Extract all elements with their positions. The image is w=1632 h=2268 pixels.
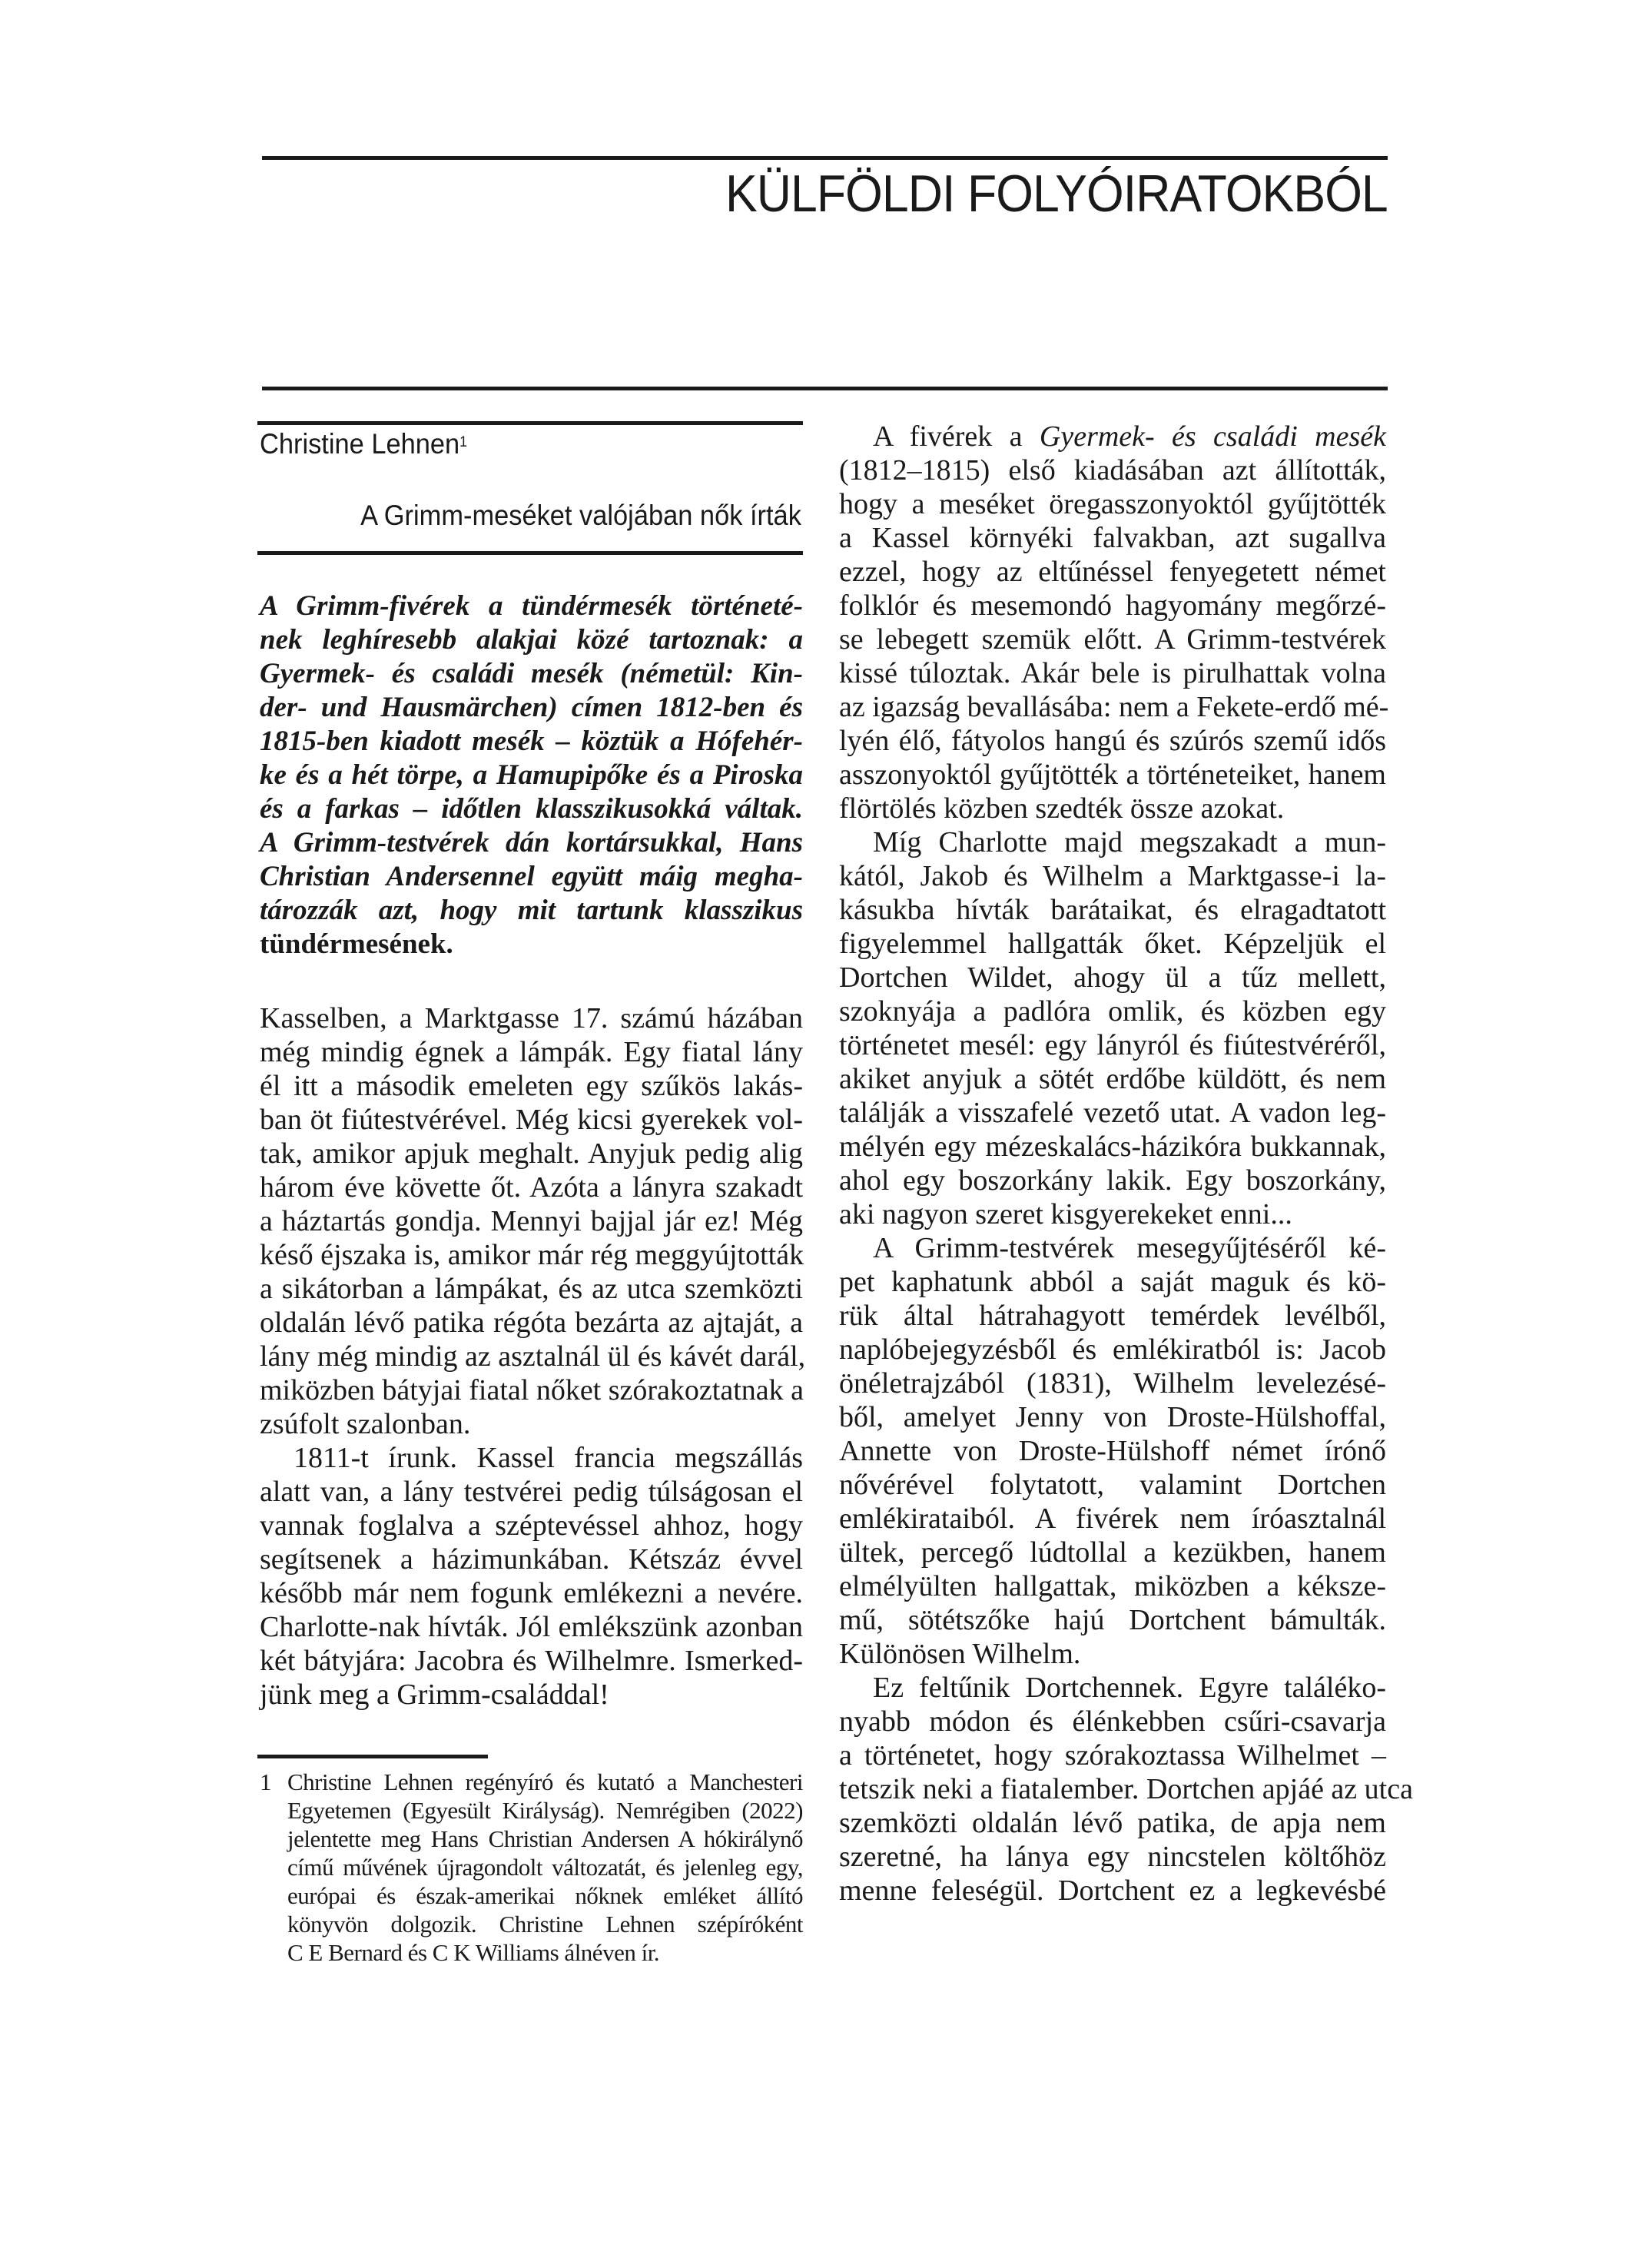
footnote-line: könyvön dolgozik. Christine Lehnen szépíróként (287, 1911, 803, 1938)
footnote-line: Christine Lehnen regényíró és kutató a Manchesteri (287, 1768, 803, 1795)
body-line: 1811-t írunk. Kassel francia megszállás (294, 1442, 803, 1474)
abstract-line: Christian Andersennel együtt máig megha- (260, 861, 803, 892)
body-line: Míg Charlotte majd megszakadt a mun- (873, 826, 1386, 858)
body-line: Ez feltűnik Dortchennek. Egyre találéko- (873, 1672, 1386, 1704)
footnote-line: C E Bernard és C K Williams álnéven ír. (287, 1939, 660, 1966)
body-line: hogy a meséket öregasszonyoktól gyűjtötték (839, 488, 1386, 520)
body-line: akiket anyjuk a sötét erdőbe küldött, és nem (839, 1063, 1386, 1095)
abstract-line: Gyermek- és családi mesék (németül: Kin- (260, 658, 803, 689)
body-line: Dortchen Wildet, ahogy ül a tűz mellett, (839, 961, 1386, 994)
body-line: Charlotte-nak hívták. Jól emlékszünk azonban (260, 1611, 803, 1643)
body-line: menne feleségül. Dortchent ez a legkevésbé (839, 1875, 1386, 1907)
abstract (260, 589, 803, 961)
header-bottom-rule (262, 387, 1388, 390)
abstract-line: nek leghíresebb alakjai közé tartoznak: a (260, 624, 803, 656)
body-line: mélyén egy mézeskalács-házikóra bukkannak, (839, 1131, 1386, 1163)
body-line: aki nagyon szeret kisgyerekeket enni... (839, 1198, 1292, 1230)
abstract-line: és a farkas – időtlen klasszikusokká váltak. (260, 793, 803, 825)
book-title: Gyermek- és családi mesék (1039, 420, 1387, 453)
body-line: ből, amelyet Jenny von Droste-Hülshoffal, (839, 1401, 1386, 1433)
article-top-rule (257, 421, 803, 425)
article-bottom-rule (257, 551, 803, 555)
left-column-body (260, 1001, 806, 1712)
body-line: naplóbejegyzésből és emlékiratból is: Jacob (839, 1333, 1386, 1366)
body-line: később már nem fogunk emlékezni a nevére. (260, 1577, 803, 1609)
body-line: nővérével folytatott, valamint Dortchen (839, 1469, 1386, 1501)
body-line: Annette von Droste-Hülshoff német írónő (839, 1435, 1386, 1467)
footnote-line: jelentette meg Hans Christian Andersen A hókirálynő (287, 1825, 803, 1852)
body-line: szeretné, ha lánya egy nincstelen költőhöz (839, 1841, 1386, 1873)
body-line: kissé túloztak. Akár bele is pirulhattak volna (839, 657, 1386, 689)
body-line: ban öt fiútestvérével. Még kicsi gyerekek vol- (260, 1104, 803, 1136)
body-line: szemközti oldalán lévő patika, de apja nem (839, 1807, 1386, 1839)
body-line: oldalán lévő patika régóta bezárta az ajtaját, a (260, 1307, 803, 1339)
body-line: se lebegett szemük előtt. A Grimm-testvérek (839, 623, 1386, 656)
body-line: tak, amikor apjuk meghalt. Anyjuk pedig alig (260, 1137, 803, 1170)
body-line: ültek, percegő lúdtollal a kezükben, hanem (839, 1536, 1386, 1569)
body-line: a történetet, hogy szórakoztassa Wilhelmet – (839, 1739, 1386, 1772)
body-line: késő éjszaka is, amikor már rég meggyújtották (260, 1239, 804, 1271)
body-line: flörtölés közben szedték össze azokat. (839, 792, 1285, 825)
body-line: lyén élő, fátyolos hangú és szúrós szemű idős (839, 725, 1386, 757)
abstract-line: ke és a hét törpe, a Hamupipőke és a Piroska (260, 759, 803, 791)
body-line: szoknyája a padlóra omlik, és közben egy (839, 995, 1386, 1028)
article-title: A Grimm-meséket valójában nők írták (360, 500, 801, 531)
body-line: nyabb módon és élénkebben csűri-csavarja (839, 1705, 1386, 1738)
body-line (839, 420, 1386, 453)
abstract-line: A Grimm-fivérek a tündérmesék történeté- (260, 590, 803, 622)
body-line: három éve követte őt. Azóta a lányra szakadt (260, 1171, 803, 1204)
footnote-line: európai és észak-amerikai nőknek emléket állító (287, 1882, 803, 1909)
body-line: folklór és mesemondó hagyomány megőrzé- (839, 589, 1386, 622)
body-line: kától, Jakob és Wilhelm a Marktgasse-i la- (839, 860, 1386, 892)
right-column-body (839, 420, 1413, 1908)
abstract-line: 1815-ben kiadott mesék – köztük a Hófehér- (260, 726, 803, 757)
body-line: önéletrajzából (1831), Wilhelm levelezésé- (839, 1367, 1386, 1400)
body-line: alatt van, a lány testvérei pedig túlságosan el (260, 1476, 803, 1508)
header-top-rule (262, 156, 1388, 160)
body-line: jünk meg a Grimm-családdal! (260, 1679, 609, 1711)
body-line: történetet mesél: egy lányról és fiútestvéréről, (839, 1029, 1386, 1061)
body-line: lány még mindig az asztalnál ül és kávét darál, (260, 1340, 806, 1373)
body-line: rük által hátrahagyott temérdek levélből, (839, 1300, 1386, 1332)
body-line: tetszik neki a fiatalember. Dortchen apjáé az utca (839, 1773, 1413, 1805)
body-line: két bátyjára: Jacobra és Wilhelmre. Ismerked- (260, 1645, 803, 1677)
body-line: kásukba hívták barátaikat, és elragadtatott (839, 894, 1386, 926)
body-line: A Grimm-testvérek mesegyűjtéséről ké- (873, 1232, 1386, 1264)
body-line: segítsenek a házimunkában. Kétszáz évvel (260, 1543, 803, 1576)
body-line: a sikátorban a lámpákat, és az utca szemközti (260, 1273, 803, 1305)
footnote-line: című művének újragondolt változatát, és jelenleg egy, (287, 1854, 803, 1881)
footnote-ref[interactable]: 1 (459, 434, 468, 450)
body-line: a háztartás gondja. Mennyi bajjal jár ez! Még (260, 1205, 803, 1237)
abstract-line: A Grimm-testvérek dán kortársukkal, Hans (260, 827, 803, 858)
body-line: (1812–1815) első kiadásában azt állították, (839, 454, 1386, 486)
body-line: elmélyülten hallgattak, miközben a kékszе- (839, 1570, 1386, 1602)
body-line: pet kaphatunk abból a saját maguk és kö- (839, 1266, 1386, 1298)
body-line: mű, sötétszőke hajú Dortchent bámulták. (839, 1604, 1386, 1636)
body-line: asszonyoktól gyűjtötték a történeteiket, hanem (839, 759, 1386, 791)
text-run: A fivérek a (873, 420, 1040, 453)
body-line: még mindig égnek a lámpák. Egy fiatal lány (260, 1036, 803, 1068)
article-author (260, 427, 467, 461)
body-line: a Kassel környéki falvakban, azt sugallva (839, 522, 1386, 554)
abstract-line: der- und Hausmärchen) címen 1812-ben és (260, 692, 803, 723)
body-line: zsúfolt szalonban. (260, 1408, 471, 1440)
abstract-line: tündérmesének. (260, 928, 453, 960)
section-title: KÜLFÖLDI FOLYÓIRATOKBÓL (725, 164, 1388, 223)
body-line: miközben bátyjai fiatal nőket szórakoztatnak a (260, 1374, 804, 1406)
body-line: Kasselben, a Marktgasse 17. számú házában (260, 1002, 803, 1034)
footnote-text (287, 1768, 803, 1967)
abstract-line: tározzák azt, hogy mit tartunk klasszikus (260, 895, 803, 926)
body-line: találják a visszafelé vezető utat. A vadon leg- (839, 1097, 1386, 1129)
footnote-line: Egyetemen (Egyesült Királyság). Nemrégiben (2022) (287, 1797, 803, 1824)
body-line: figyelemmel hallgatták őket. Képzeljük el (839, 928, 1386, 960)
body-line: az igazság bevallásába: nem a Fekete-erdő mé- (839, 691, 1389, 723)
footnote-number: 1 (260, 1768, 272, 1795)
footnote-rule (257, 1755, 488, 1758)
body-line: ahol egy boszorkány lakik. Egy boszorkány, (839, 1164, 1386, 1197)
body-line: emlékirataiból. A fivérek nem íróasztalnál (839, 1503, 1386, 1535)
body-line: vannak foglalva a széptevéssel ahhoz, hogy (260, 1509, 803, 1542)
body-line: Különösen Wilhelm. (839, 1638, 1081, 1670)
author-name: Christine Lehnen (260, 428, 460, 460)
body-line: ezzel, hogy az eltűnéssel fenyegetett német (839, 556, 1386, 588)
body-line: él itt a második emeleten egy szűkös lakás- (260, 1070, 803, 1102)
